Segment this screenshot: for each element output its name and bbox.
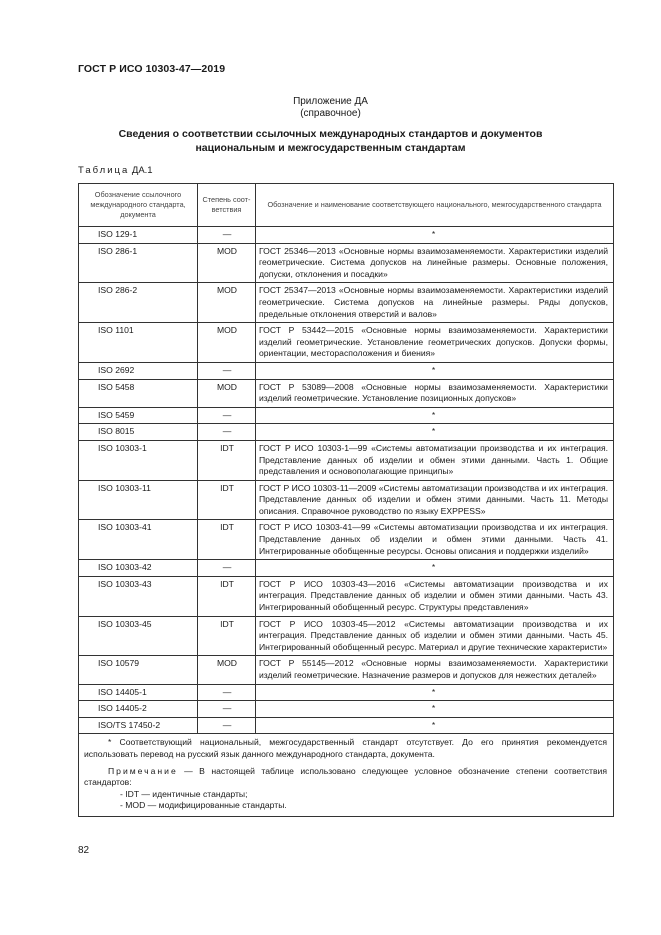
degree-cell: — (198, 362, 256, 379)
national-standard-cell: ГОСТ 25347—2013 «Основные нормы взаимозаменяемости. Характеристики изделий геометрические. Система допусков на линейные размеры. Ряды допусков, предельные отклонения отверстий и валов» (256, 283, 614, 323)
standard-cell: ISO 2692 (79, 362, 198, 379)
degree-cell: MOD (198, 243, 256, 283)
table-row (79, 283, 614, 323)
note-label: Примечание (108, 765, 178, 776)
standard-cell: ISO 10303-43 (79, 576, 198, 616)
degree-cell: — (198, 684, 256, 701)
degree-cell: IDT (198, 440, 256, 480)
degree-cell: IDT (198, 576, 256, 616)
table-row (79, 656, 614, 684)
table-notes (79, 734, 614, 817)
standard-cell: ISO/TS 17450-2 (79, 717, 198, 734)
standard-cell: ISO 10303-1 (79, 440, 198, 480)
national-standard-cell: * (256, 407, 614, 424)
appendix-title: Приложение ДА (293, 96, 368, 107)
table-row (79, 576, 614, 616)
degree-cell: — (198, 717, 256, 734)
note-item-mod: - MOD — модифицированные стандарты. (120, 800, 287, 811)
table-row (79, 379, 614, 407)
national-standard-cell: ГОСТ Р 55145—2012 «Основные нормы взаимозаменяемости. Характеристики изделий геометрические. Назначение размеров и допусков для нежестких деталей» (256, 656, 614, 684)
page-number: 82 (78, 845, 90, 856)
degree-cell: MOD (198, 323, 256, 363)
table-row (79, 424, 614, 441)
table-row (79, 227, 614, 244)
degree-cell: MOD (198, 656, 256, 684)
table-row (79, 616, 614, 656)
national-standard-cell: ГОСТ Р 53442—2015 «Основные нормы взаимозаменяемости. Характеристики изделий геометрические. Установление геометрических допусков. Допуски формы, ориентации, месторасположения и биения» (256, 323, 614, 363)
national-standard-cell: * (256, 424, 614, 441)
table-row (79, 440, 614, 480)
standard-cell: ISO 10303-41 (79, 520, 198, 560)
national-standard-cell: * (256, 684, 614, 701)
note-item-idt: - IDT — идентичные стандарты; (120, 788, 248, 799)
national-standard-cell: * (256, 362, 614, 379)
degree-cell: — (198, 424, 256, 441)
table-row (79, 480, 614, 520)
standard-cell: ISO 10303-45 (79, 616, 198, 656)
national-standard-cell: ГОСТ Р 53089—2008 «Основные нормы взаимозаменяемости. Характеристики изделий геометрические. Установление позиционных допусков» (256, 379, 614, 407)
standard-cell: ISO 5458 (79, 379, 198, 407)
table-row (79, 323, 614, 363)
national-standard-cell: * (256, 560, 614, 577)
national-standard-cell: * (256, 717, 614, 734)
header-degree: Степень соот-ветствия (198, 184, 256, 227)
table-row (79, 243, 614, 283)
table-row (79, 560, 614, 577)
table-caption-number: ДА.1 (131, 165, 153, 176)
note (84, 766, 607, 789)
standard-cell: ISO 8015 (79, 424, 198, 441)
table-row (79, 684, 614, 701)
degree-cell: — (198, 407, 256, 424)
header-reference-standard: Обозначение ссылочного международного стандарта, документа (79, 184, 198, 227)
correspondence-table (78, 183, 614, 817)
national-standard-cell: ГОСТ Р ИСО 10303-1—99 «Системы автоматизации производства и их интеграция. Представление данных об изделии и обмен этими данными. Часть 1. Общие представления и основополагающие принципы» (256, 440, 614, 480)
table-body (79, 227, 614, 734)
degree-cell: MOD (198, 379, 256, 407)
degree-cell: IDT (198, 616, 256, 656)
standard-cell: ISO 14405-2 (79, 701, 198, 718)
footnote: * Соответствующий национальный, межгосударственный стандарт отсутствует. До его принятия рекомендуется использовать перевод на русский язык данного международного стандарта, документа. (84, 737, 607, 759)
national-standard-cell: ГОСТ Р ИСО 10303-43—2016 «Системы автоматизации производства и их интеграция. Представление данных об изделии и обмен этими данными. Часть 43. Интегрированный обобщенный ресурс. Структуры представления» (256, 576, 614, 616)
national-standard-cell: * (256, 227, 614, 244)
table-caption-prefix: Таблица (78, 165, 130, 176)
standard-cell: ISO 286-1 (79, 243, 198, 283)
degree-cell: IDT (198, 520, 256, 560)
degree-cell: — (198, 227, 256, 244)
table-notes-row (79, 734, 614, 817)
national-standard-cell: ГОСТ 25346—2013 «Основные нормы взаимозаменяемости. Характеристики изделий геометрические. Система допусков на линейные размеры. Основные положения, допуски, отклонения и посадки» (256, 243, 614, 283)
table-header-row (79, 184, 614, 227)
standard-cell: ISO 1101 (79, 323, 198, 363)
degree-cell: IDT (198, 480, 256, 520)
standard-cell: ISO 10303-42 (79, 560, 198, 577)
header-national-standard: Обозначение и наименование соответствующего национального, межгосударственного стандарта (256, 184, 614, 227)
national-standard-cell: ГОСТ Р ИСО 10303-41—99 «Системы автоматизации производства и их интеграция. Представление данных об изделии и обмен этими данными. Часть 41. Интегрированные обобщенные ресурсы. Основы описания и поддержки изделий» (256, 520, 614, 560)
standard-cell: ISO 129-1 (79, 227, 198, 244)
table-row (79, 520, 614, 560)
national-standard-cell: * (256, 701, 614, 718)
standard-cell: ISO 14405-1 (79, 684, 198, 701)
national-standard-cell: ГОСТ Р ИСО 10303-45—2012 «Системы автоматизации производства и их интеграция. Представление данных об изделии и обмен этими данными. Часть 45. Интегрированный обобщенный ресурс. Материал и другие технические характеристи» (256, 616, 614, 656)
national-standard-cell: ГОСТ Р ИСО 10303-11—2009 «Системы автоматизации производства и их интеграция. Представление данных об изделии и обмен этими данными. Часть 11. Методы описания. Справочное руководство по языку EXPPESS» (256, 480, 614, 520)
table-row (79, 407, 614, 424)
degree-cell: — (198, 701, 256, 718)
degree-cell: MOD (198, 283, 256, 323)
standard-cell: ISO 5459 (79, 407, 198, 424)
note-text: — В настоящей таблице использовано следующее условное обозначение степени соответствия стандартов: (84, 765, 608, 788)
degree-cell: — (198, 560, 256, 577)
table-caption (78, 165, 153, 176)
table-row (79, 362, 614, 379)
table-row (79, 701, 614, 718)
standard-cell: ISO 10579 (79, 656, 198, 684)
standard-cell: ISO 286-2 (79, 283, 198, 323)
section-title: Сведения о соответствии ссылочных международных стандартов и документов национальным и межгосударственным стандартам (118, 128, 543, 154)
standard-cell: ISO 10303-11 (79, 480, 198, 520)
table-row (79, 717, 614, 734)
document-header: ГОСТ Р ИСО 10303-47—2019 (78, 63, 226, 75)
appendix-subtitle: (справочное) (300, 108, 361, 119)
